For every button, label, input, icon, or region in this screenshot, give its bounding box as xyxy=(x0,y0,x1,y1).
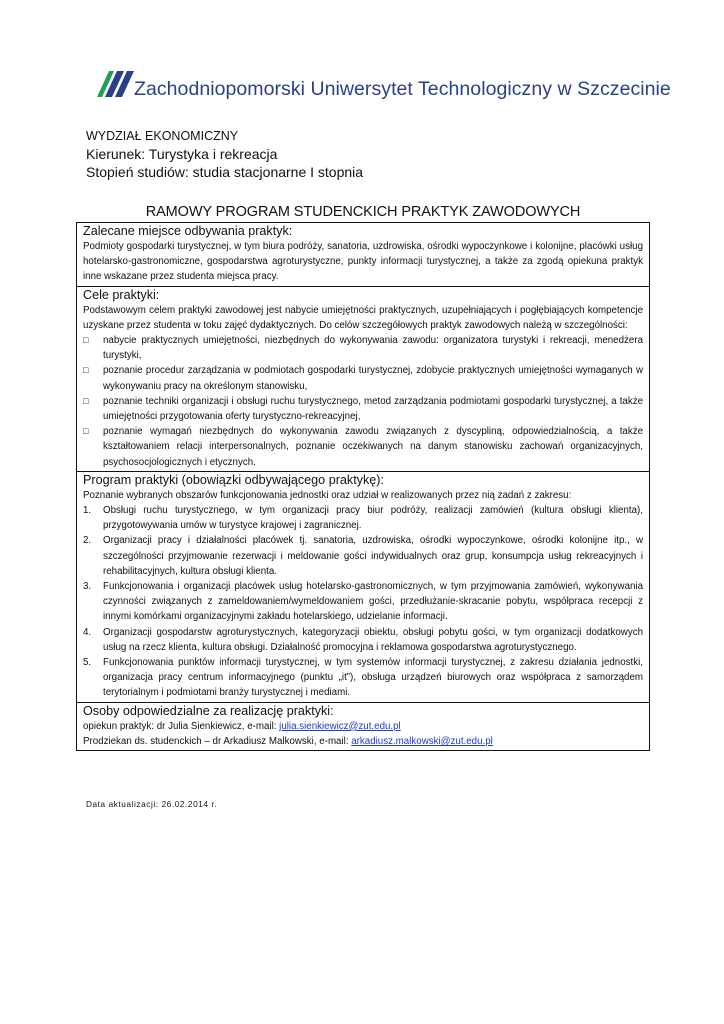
program-section xyxy=(77,471,649,702)
goal-item: □ poznanie procedur zarządzania w podmiotach gospodarki turystycznej, zdobycie praktycznych umiejętności wymaganych w wykonywaniu pracy na określonym stanowisku, xyxy=(83,365,643,392)
program-item: 5. Funkcjonowania punktów informacji turystycznej, w tym systemów informacji turystycznej, z zakresu działania jednostki, organizacja pracy centrum informacyjnego (punktu „it”), obsługa urządzeń biurowych oraz współpraca z samorządem terytorialnym i podmiotami branży turystycznej i mediami. xyxy=(83,657,643,699)
program-heading: Program praktyki (obowiązki odbywającego praktykę): xyxy=(83,472,384,487)
goals-section xyxy=(77,286,649,471)
faculty-block xyxy=(86,127,363,181)
university-header xyxy=(97,66,671,106)
program-item: 4. Organizacji gospodarstw agroturystycznych, kategoryzacji obiektu, obsługi pobytu gości, w tym organizacji dodatkowych usług na rzecz klienta, kultura obsługi. Działalność promocyjna i reklamowa gospodarstwa agroturystycznego. xyxy=(83,626,643,653)
field-of-study: Kierunek: Turystyka i rekreacja xyxy=(86,146,278,162)
goals-list xyxy=(83,333,643,470)
study-level: Stopień studiów: studia stacjonarne I stopnia xyxy=(86,164,364,180)
vice-dean-line: Prodziekan ds. studenckich – dr Arkadiusz Malkowski, e-mail: arkadiusz.malkowski@zut.edu.pl xyxy=(83,735,493,747)
program-table xyxy=(76,222,650,751)
goal-item: □ nabycie praktycznych umiejętności, niezbędnych do wykonywania zawodu: organizatora turystyki i rekreacji, menedżera turystyki, xyxy=(83,335,643,362)
bullet-icon: □ xyxy=(83,365,89,376)
university-name: Zachodniopomorski Uniwersytet Technologiczny w Szczecinie xyxy=(134,78,671,100)
place-text: Podmioty gospodarki turystycznej, w tym biura podróży, sanatoria, uzdrowiska, ośrodki wypoczynkowe i kolonijne, placówki usług hotelarsko-gastronomiczne, gospodarstwa agroturystyczne, punkty informacji turystycznej, a także za zgodą opiekuna praktyk inne wskazane przez studenta miejsca pracy. xyxy=(83,241,643,283)
goals-intro: Podstawowym celem praktyki zawodowej jest nabycie umiejętności praktycznych, uzupełniających i pogłębiających kompetencje uzyskane przez studenta w toku zajęć dydaktycznych. Do celów szczegółowych praktyk zawodowych należą w szczególności: xyxy=(83,304,643,331)
vice-dean-email-link[interactable]: arkadiusz.malkowski@zut.edu.pl xyxy=(351,735,493,747)
document-title: RAMOWY PROGRAM STUDENCKICH PRAKTYK ZAWODOWYCH xyxy=(145,204,581,220)
supervisor-line: opiekun praktyk: dr Julia Sienkiewicz, e-mail: julia.sienkiewicz@zut.edu.pl xyxy=(83,720,401,732)
supervisor-email-link[interactable]: julia.sienkiewicz@zut.edu.pl xyxy=(279,720,401,732)
program-item: 3. Funkcjonowania i organizacji placówek usług hotelarsko-gastronomicznych, w tym przyjmowania zamówień, wykonywania czynności związanych z zameldowaniem/wymeldowaniem gości, przedłużanie-skracanie pobytu, współpraca recepcji z innymi komórkami organizacyjnymi zakładu hotelarskiego, udzielanie informacji. xyxy=(83,581,643,623)
place-section xyxy=(77,223,649,286)
place-heading: Zalecane miejsce odbywania praktyk: xyxy=(83,224,293,238)
faculty-name: WYDZIAŁ EKONOMICZNY xyxy=(86,129,239,143)
bullet-icon: □ xyxy=(83,395,89,406)
bullet-icon: □ xyxy=(83,426,89,437)
university-logo xyxy=(97,69,137,99)
persons-heading: Osoby odpowiedzialne za realizację praktyki: xyxy=(83,703,334,718)
program-item: 1. Obsługi ruchu turystycznego, w tym organizacji pracy biur podróży, realizacji zamówień (kultura obsługi klienta), przygotowywania umów w turystyce krajowej i zagranicznej. xyxy=(83,505,643,532)
update-date: Data aktualizacji: 26.02.2014 r. xyxy=(86,800,218,809)
persons-section xyxy=(77,702,649,750)
goal-item: □ poznanie techniki organizacji i obsługi ruchu turystycznego, metod zarządzania podmiotami gospodarki turystycznej, a także umiejętności przygotowania oferty turystyczno-rekreacyjnej, xyxy=(83,395,643,423)
program-item: 2. Organizacji pracy i działalności placówek tj. sanatoria, uzdrowiska, ośrodki wypoczynkowe, ośrodki kolonijne itp., w szczególności przyjmowanie rezerwacji i meldowanie gości indywidualnych oraz grup, konsumpcja usług rekreacyjnych i rehabilitacyjnych, kultura obsługi klienta. xyxy=(83,535,643,577)
program-list xyxy=(83,503,643,701)
bullet-icon: □ xyxy=(83,335,89,346)
goals-heading: Cele praktyki: xyxy=(83,287,160,302)
program-intro: Poznanie wybranych obszarów funkcjonowania jednostki oraz udział w realizowanych przez nią zadań z zakresu: xyxy=(83,489,572,501)
goal-item: □ poznanie wymagań niezbędnych do wykonywania zawodu związanych z dyscypliną, odpowiedzialnością, a także kształtowaniem relacji interpersonalnych, poznanie oczekiwanych na danym stanowisku zachowań organizacyjnych, psychosocjologicznych i etycznych. xyxy=(83,426,643,468)
